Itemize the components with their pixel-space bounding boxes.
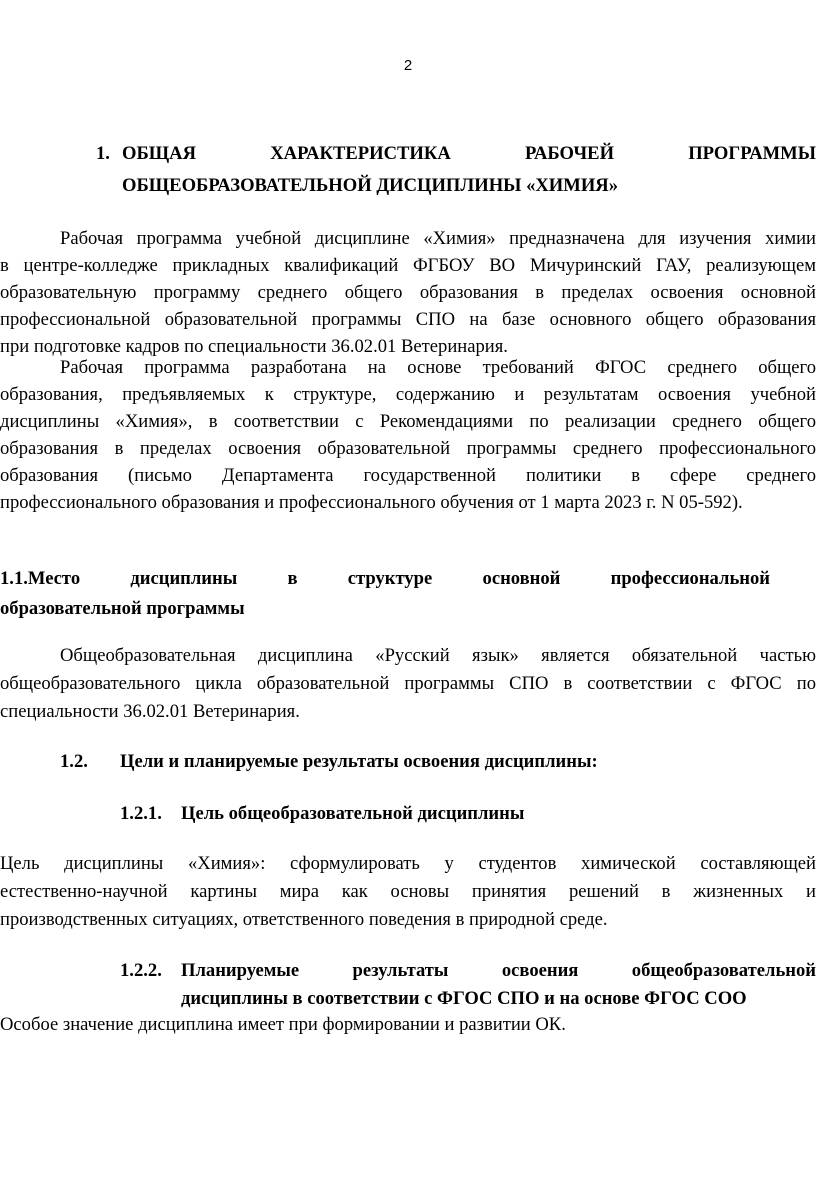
paragraph-basis	[0, 354, 816, 516]
paragraph-line: Особое значение дисциплина имеет при формировании и развитии ОК.	[0, 1014, 566, 1035]
paragraph-line: общеобразовательного цикла образовательной программы СПО в соответствии с ФГОС по	[0, 673, 816, 694]
paragraph-line: Цель дисциплины «Химия»: сформулировать у студентов химической составляющей	[0, 853, 816, 874]
section-1-1-line-2: образовательной программы	[0, 598, 245, 619]
section-1-2-2-line-2: дисциплины в соответствии с ФГОС СПО и на основе ФГОС СОО	[181, 988, 747, 1009]
page-number: 2	[403, 57, 413, 74]
paragraph-line: образования, предъявляемых к структуре, содержанию и результатам освоения учебной	[0, 384, 816, 405]
section-1-2-number: 1.2.	[60, 751, 88, 772]
heading-1-line-2: ОБЩЕОБРАЗОВАТЕЛЬНОЙ ДИСЦИПЛИНЫ «ХИМИЯ»	[122, 175, 619, 196]
paragraph-line: естественно-научной картины мира как основы принятия решений в жизненных и	[0, 881, 816, 902]
section-1-2-1-number: 1.2.1.	[120, 803, 162, 824]
paragraph-line: Рабочая программа учебной дисциплине «Химия» предназначена для изучения химии	[60, 228, 816, 249]
paragraph-line: профессиональной образовательной программы СПО на базе основного общего образования	[0, 309, 816, 330]
paragraph-line: при подготовке кадров по специальности 36.02.01 Ветеринария.	[0, 336, 508, 357]
paragraph-line: Рабочая программа разработана на основе требований ФГОС среднего общего	[60, 357, 816, 378]
section-1-2-2-line-1: Планируемые результаты освоения общеобразовательной	[181, 960, 816, 981]
paragraph-line: в центре-колледже прикладных квалификаций ФГБОУ ВО Мичуринский ГАУ, реализующем	[0, 255, 816, 276]
paragraph-place	[0, 642, 816, 726]
paragraph-ok	[0, 1011, 816, 1039]
section-1-2-title: Цели и планируемые результаты освоения дисциплины:	[120, 751, 598, 772]
paragraph-line: профессионального образования и профессионального обучения от 1 марта 2023 г. N 05-592).	[0, 492, 743, 513]
paragraph-line: образовательную программу среднего общего образования в пределах освоения основной	[0, 282, 816, 303]
paragraph-line: производственных ситуациях, ответственного поведения в природной среде.	[0, 909, 608, 930]
paragraph-line: образования в пределах освоения образовательной программы среднего профессионального	[0, 438, 816, 459]
paragraph-purpose	[0, 225, 816, 360]
section-1-2-1-title: Цель общеобразовательной дисциплины	[181, 803, 525, 824]
heading-1-line-1: ОБЩАЯ ХАРАКТЕРИСТИКА РАБОЧЕЙ ПРОГРАММЫ	[122, 143, 816, 164]
paragraph-line: дисциплины «Химия», в соответствии с Рекомендациями по реализации среднего общего	[0, 411, 816, 432]
section-1-1-heading	[0, 564, 770, 624]
section-1-1-line-1: 1.1.Место дисциплины в структуре основной профессиональной	[0, 568, 770, 589]
paragraph-line: специальности 36.02.01 Ветеринария.	[0, 701, 300, 722]
paragraph-goal	[0, 850, 816, 934]
heading-1-number: 1.	[96, 143, 110, 164]
paragraph-line: образования (письмо Департамента государственной политики в сфере среднего	[0, 465, 816, 486]
paragraph-line: Общеобразовательная дисциплина «Русский язык» является обязательной частью	[60, 645, 816, 666]
section-1-2-2-number: 1.2.2.	[120, 960, 162, 981]
